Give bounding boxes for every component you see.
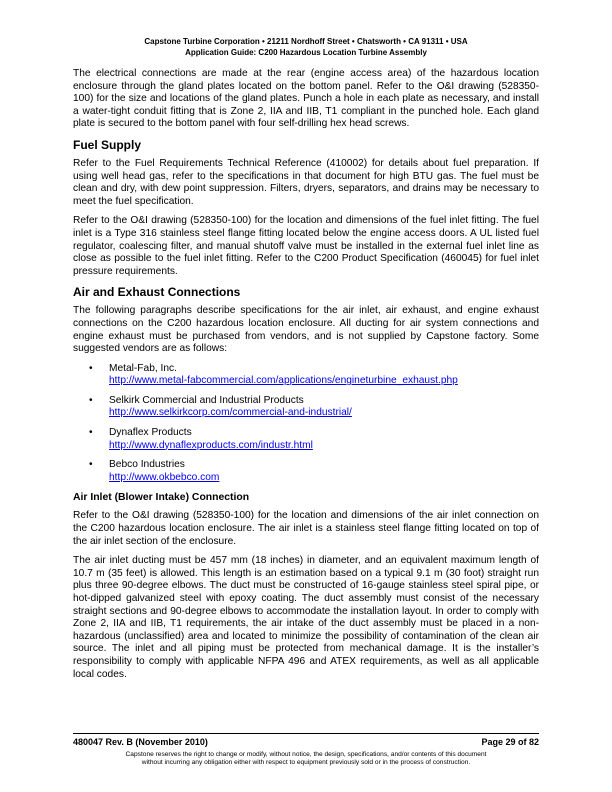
fuel-supply-heading: Fuel Supply — [73, 137, 142, 152]
vendor-name: Dynaflex Products — [109, 427, 192, 439]
list-item — [73, 395, 539, 420]
air-exhaust-heading: Air and Exhaust Connections — [73, 285, 241, 300]
footer-disclaimer — [73, 751, 539, 768]
list-item — [73, 459, 539, 484]
disclaimer-line-1: Capstone reserves the right to change or modify, without notice, the design, specifications, and/or contents of this document — [125, 751, 487, 758]
list-item — [73, 427, 539, 452]
vendor-list — [73, 363, 539, 485]
page-header — [60, 36, 552, 58]
fuel-supply-paragraph-1: Refer to the Fuel Requirements Technical Reference (410002) for details about fuel preparation. If using well head gas, refer to the specifications in that document for high BTU gas. The fuel must be clean and dry, with dew point suppression. Filters, dryers, separators, and drains may be necessary to meet the fuel specification. — [73, 157, 539, 207]
bullet-icon: • — [89, 459, 93, 471]
document-number: 480047 Rev. B (November 2010) — [73, 737, 208, 747]
vendor-name: Bebco Industries — [109, 459, 185, 471]
header-company-address: Capstone Turbine Corporation • 21211 Nordhoff Street • Chatsworth • CA 91311 • USA — [144, 37, 468, 46]
disclaimer-line-2: without incurring any obligation either with respect to equipment previously sold or in the process of construction. — [141, 759, 471, 767]
bullet-icon: • — [89, 362, 93, 374]
air-inlet-paragraph-2: The air inlet ducting must be 457 mm (18 inches) in diameter, and an equivalent maximum length of 10.7 m (35 feet) is allowed. This length is an estimation based on a typical 9.1 m (30 foot) straight run plus three 90-degree elbows. The duct must be constructed of 16-gauge stainless steel spiral pipe, or hot-dipped galvanized steel with epoxy coating. The duct assembly must consist of the necessary straight sections and 90-degree elbows to accommodate the installation layout. In order to comply with Zone 2, IIA and IIB, T1 requirements, the air intake of the duct assembly must be placed in a non-hazardous (unclassified) area and located to minimize the possibility of contamination of the clean air source. The inlet and all piping must be protected from mechanical damage. It is the installer’s responsibility to comply with applicable NFPA 496 and ATEX requirements, as well as all applicable local codes. — [73, 555, 539, 680]
page-content — [73, 68, 539, 688]
bullet-icon: • — [89, 394, 93, 406]
vendor-link[interactable]: http://www.okbebco.com — [109, 471, 220, 483]
bullet-icon: • — [89, 427, 93, 439]
air-exhaust-paragraph: The following paragraphs describe specifications for the air inlet, air exhaust, and engine exhaust connections on the C200 hazardous location enclosure. All ducting for air system connections and engine exhaust must be purchased from vendors, and is not supplied by Capstone factory. Some suggested vendors are as follows: — [73, 305, 539, 355]
vendor-name: Selkirk Commercial and Industrial Products — [109, 394, 304, 406]
air-inlet-heading: Air Inlet (Blower Intake) Connection — [73, 492, 250, 504]
footer-row — [73, 737, 539, 748]
fuel-supply-paragraph-2: Refer to the O&I drawing (528350-100) for the location and dimensions of the fuel inlet fitting. The fuel inlet is a Type 316 stainless steel flange fitting located below the engine access doors. A UL listed fuel regulator, coalescing filter, and manual shutoff valve must be installed in the external fuel inlet line as close as possible to the fuel inlet fitting. Refer to the C200 Product Specification (460045) for fuel inlet pressure requirements. — [73, 215, 539, 277]
page-footer — [73, 733, 539, 768]
vendor-link[interactable]: http://www.metal-fabcommercial.com/applications/engineturbine_exhaust.php — [109, 375, 458, 387]
intro-paragraph: The electrical connections are made at the rear (engine access area) of the hazardous location enclosure through the gland plates located on the bottom panel. Refer to the O&I drawing (528350-100) for the size and locations of the gland plates. Punch a hole in each plate as necessary, and install a water-tight conduit fitting that is Zone 2, IIA and IIB, T1 compliant in the punched hole. Each gland plate is secured to the bottom panel with four self-drilling hex head screws. — [73, 68, 539, 130]
page-number: Page 29 of 82 — [481, 737, 539, 747]
list-item — [73, 363, 539, 388]
vendor-name: Metal-Fab, Inc. — [109, 362, 177, 374]
air-inlet-paragraph-1: Refer to the O&I drawing (528350-100) for the location and dimensions of the air inlet connection on the C200 hazardous location enclosure. The air inlet is a stainless steel flange fitting located on top of the air inlet section of the enclosure. — [73, 510, 539, 547]
vendor-link[interactable]: http://www.dynaflexproducts.com/industr.html — [109, 439, 313, 451]
header-document-title: Application Guide: C200 Hazardous Location Turbine Assembly — [185, 48, 427, 57]
vendor-link[interactable]: http://www.selkirkcorp.com/commercial-and-industrial/ — [109, 407, 352, 419]
